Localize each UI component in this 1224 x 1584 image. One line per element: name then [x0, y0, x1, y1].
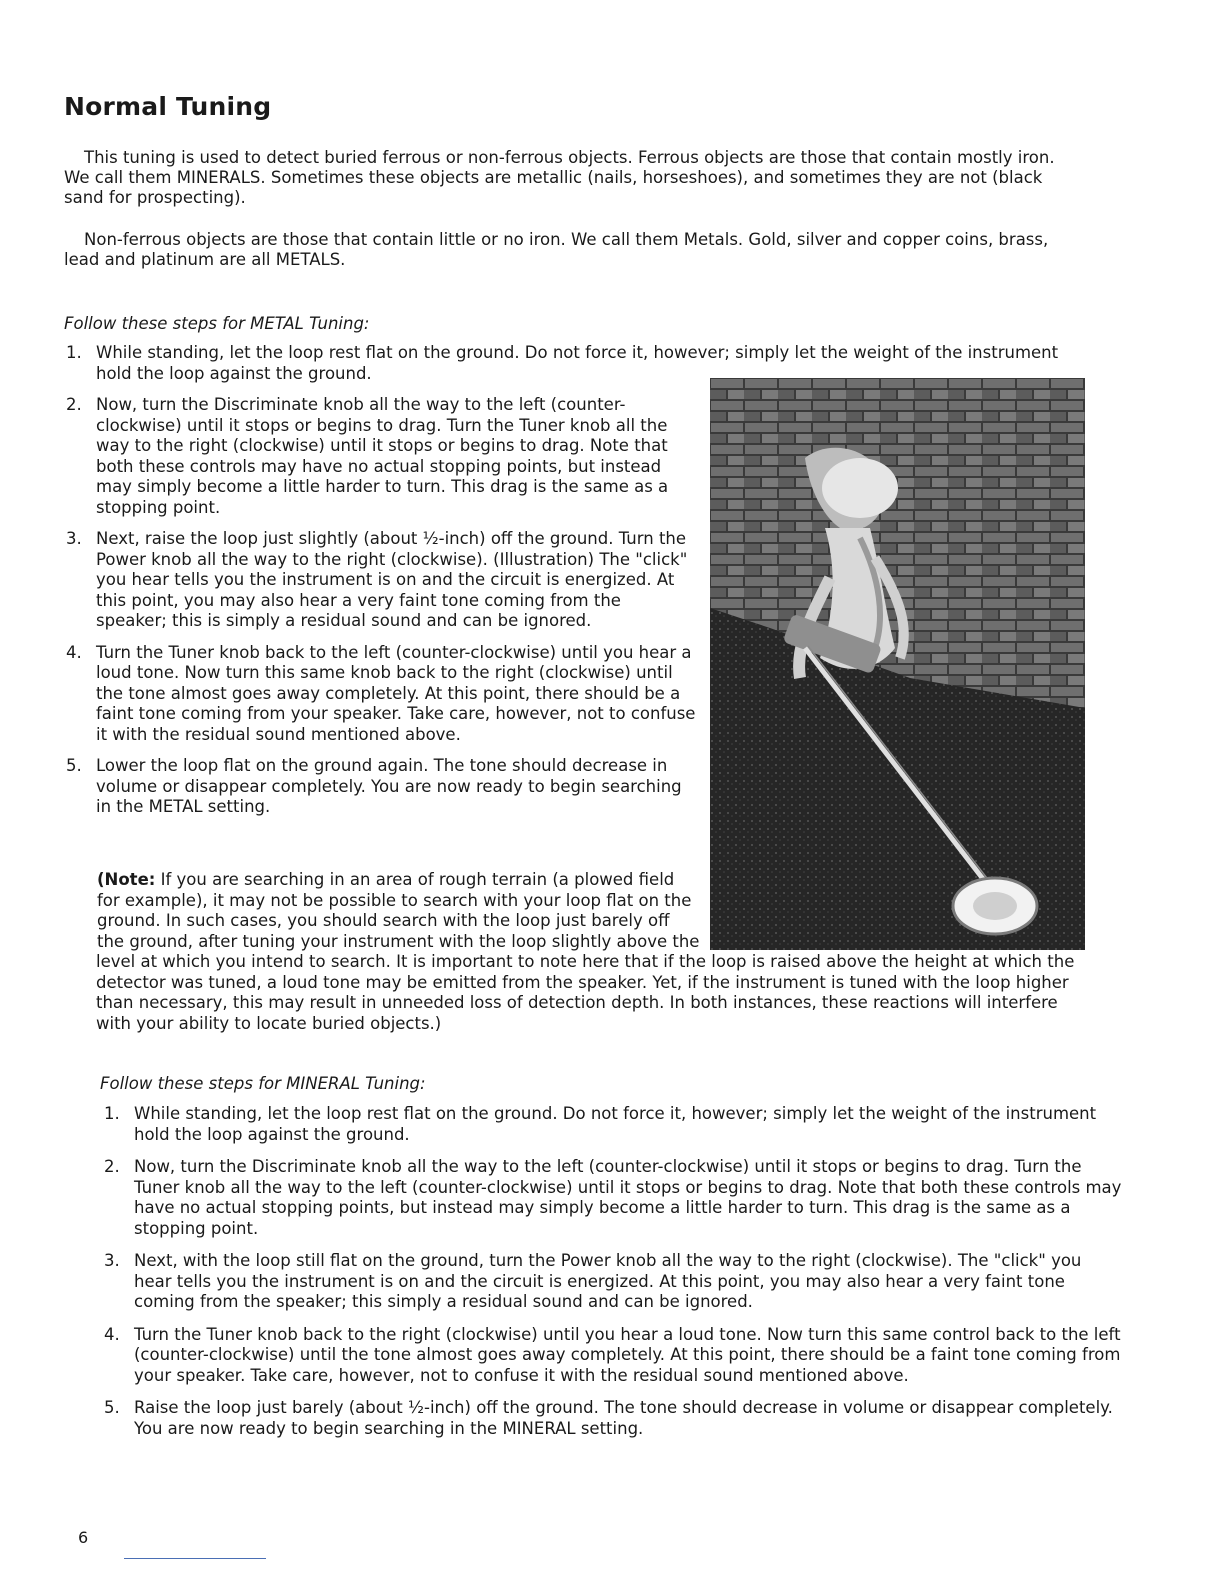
step-number: 4. [66, 642, 82, 662]
page-title: Normal Tuning [64, 92, 272, 121]
list-item [104, 1398, 1124, 1439]
mineral-steps-heading: Follow these steps for MINERAL Tuning: [100, 1074, 426, 1093]
detector-user-photo [710, 378, 1085, 950]
intro-paragraph-2: Non-ferrous objects are those that contain little or no iron. We call them Metals. Gold, silver and copper coins, brass, lead and platinum are all METALS. [64, 230, 1049, 269]
list-item [104, 1251, 1124, 1313]
page-number: 6 [78, 1528, 89, 1547]
note-text: If you are searching in an area of rough terrain (a plowed field for example), it may not be possible to search with your loop flat on the ground. In such cases, you should search with the loop just barely off the ground, after tuning your instrument with the loop slightly above the level at which you intend to search. It is important to note here that if the loop is raised above the height at which the detector was tuned, a loud tone may be emitted from the speaker. Yet, if the instrument is tuned with the loop higher than necessary, this may result in unneeded loss of detection depth. In both instances, these reactions will interfere with your ability to locate buried objects.) [96, 870, 1075, 1033]
step-text: Lower the loop flat on the ground again. The tone should decrease in volume or disappear completely. You are now ready to begin searching in the METAL setting. [96, 756, 682, 816]
step-number: 1. [104, 1104, 120, 1123]
step-number: 5. [104, 1398, 120, 1417]
step-number: 5. [66, 756, 82, 775]
step-number: 1. [66, 343, 82, 362]
step-number: 2. [66, 395, 82, 414]
list-item [104, 1325, 1124, 1387]
step-text: Now, turn the Discriminate knob all the way to the left (counter-clockwise) until it stops or begins to drag. Turn the Tuner knob all the way to the right (clockwise) until it stops or begins to drag. Note that both these controls may have no actual stopping points, but instead may simply become a little harder to turn. This drag is the same as a stopping point. [96, 395, 669, 517]
list-item [104, 1104, 1124, 1145]
list-item [66, 529, 696, 632]
footer-divider [124, 1558, 266, 1559]
step-text: While standing, let the loop rest flat on the ground. Do not force it, however; simply let the weight of the instrument hold the loop against the ground. [134, 1104, 1097, 1144]
note-label: (Note: [97, 870, 156, 889]
mineral-steps-list [104, 1104, 1124, 1451]
step-text: Turn the Tuner knob back to the right (clockwise) until you hear a loud tone. Now turn this same control back to the left (counter-clockwise) until the tone almost goes away completely. At this point, there should be a faint tone coming from your speaker. Take care, however, not to confuse it with the residual sound mentioned above. [134, 1324, 1121, 1385]
step-number: 2. [104, 1157, 120, 1176]
list-item [104, 1157, 1124, 1239]
list-item [66, 756, 696, 818]
step-number: 4. [104, 1324, 120, 1344]
step-text: Now, turn the Discriminate knob all the way to the left (counter-clockwise) until it stops or begins to drag. Turn the Tuner knob all the way to the left (counter-clockwise) until it stops or begins to drag. Note that both these controls may have no actual stopping points, but instead may simply become a little harder to turn. This drag is the same as a stopping point. [134, 1157, 1122, 1238]
list-item [66, 395, 696, 518]
metal-steps-heading: Follow these steps for METAL Tuning: [64, 314, 370, 333]
step-text: Next, raise the loop just slightly (about ½-inch) off the ground. Turn the Power knob all the way to the right (clockwise). (Illustration) The "click" you hear tells you the instrument is on and the circuit is energized. At this point, you may also hear a very faint tone coming from the speaker; this is simply a residual sound and can be ignored. [96, 529, 688, 630]
step-number: 3. [66, 529, 82, 548]
list-item [66, 643, 696, 746]
step-text: Raise the loop just barely (about ½-inch) off the ground. The tone should decrease in volume or disappear completely. You are now ready to begin searching in the MINERAL setting. [134, 1398, 1113, 1438]
intro-paragraph-1: This tuning is used to detect buried ferrous or non-ferrous objects. Ferrous objects are those that contain mostly iron. We call them MINERALS. Sometimes these objects are metallic (nails, horseshoes), and sometimes they are not (black sand for prospecting). [64, 148, 1055, 207]
step-number: 3. [104, 1251, 120, 1270]
step-text: Turn the Tuner knob back to the left (counter-clockwise) until you hear a loud tone. Now turn this same knob back to the right (clockwise) until the tone almost goes away completely. At this point, there should be a faint tone coming from your speaker. Take care, however, not to confuse it with the residual sound mentioned above. [96, 642, 696, 744]
photo-illustration [710, 378, 1085, 950]
step-text: While standing, let the loop rest flat on the ground. Do not force it, however; simply let the weight of the instrument hold the loop against the ground. [96, 343, 1059, 383]
step-text: Next, with the loop still flat on the ground, turn the Power knob all the way to the right (clockwise). The "click" you hear tells you the instrument is on and the circuit is energized. At this point, you may also hear a very faint tone coming from the speaker; this simply a residual sound and can be ignored. [134, 1251, 1082, 1311]
